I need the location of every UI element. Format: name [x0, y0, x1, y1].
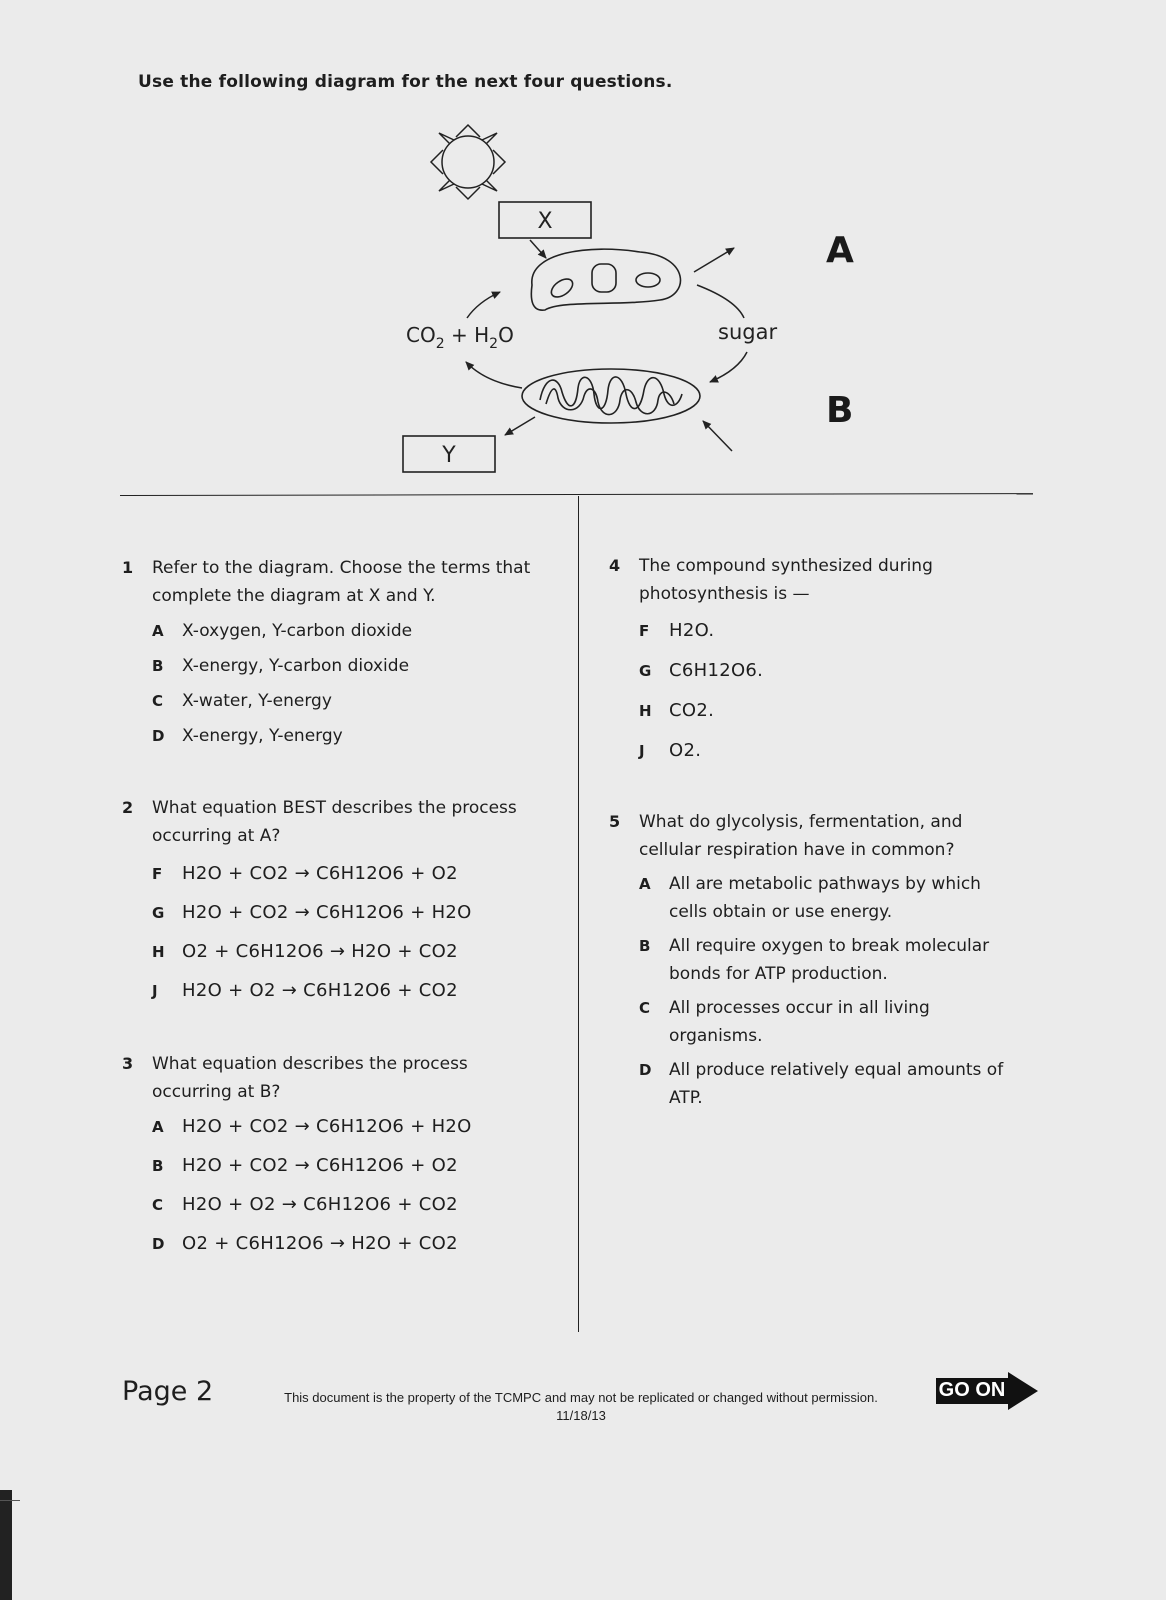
- question-number: 2: [122, 798, 134, 817]
- photosynthesis-respiration-diagram: [0, 0, 1166, 500]
- question-text: The compound synthesized during photosynthesis is —: [639, 556, 933, 604]
- scan-edge-mark: [0, 1490, 12, 1600]
- co2-h2o-label: $CO_2 + H_2O$: [406, 323, 514, 352]
- sun-icon: [431, 125, 505, 199]
- answer-option[interactable]: [152, 1152, 552, 1180]
- box-y-label: Y: [442, 443, 456, 468]
- option-text: H2O + CO2 → C6H12O6 + O2: [182, 1155, 458, 1176]
- question-text: What equation BEST describes the process occurring at A?: [152, 798, 517, 846]
- option-text: H2O + CO2 → C6H12O6 + H2O: [182, 902, 472, 923]
- answer-option[interactable]: [152, 977, 552, 1005]
- answer-option[interactable]: [152, 860, 552, 888]
- answer-option[interactable]: [639, 1056, 1009, 1112]
- box-x-label: X: [537, 209, 553, 234]
- question-number: 1: [122, 558, 134, 577]
- sugar-label: sugar: [718, 320, 778, 344]
- option-text: O2 + C6H12O6 → H2O + CO2: [182, 941, 458, 962]
- question-5: [609, 808, 1009, 1112]
- process-b-label: B: [826, 390, 854, 431]
- option-letter: D: [152, 727, 165, 745]
- option-text: All produce relatively equal amounts of ATP.: [669, 1060, 1004, 1108]
- option-letter: H: [639, 702, 652, 720]
- answer-option[interactable]: [152, 687, 552, 715]
- answer-option[interactable]: [639, 617, 969, 645]
- page-number: Page 2: [122, 1376, 214, 1407]
- option-text: H2O + CO2 → C6H12O6 + O2: [182, 863, 458, 884]
- question-2: [122, 794, 552, 1005]
- question-3: [122, 1050, 552, 1258]
- answer-option[interactable]: [152, 1230, 552, 1258]
- option-text: C6H12O6.: [669, 660, 764, 681]
- option-letter: A: [639, 875, 651, 893]
- process-a-label: A: [826, 230, 854, 271]
- question-number: 4: [609, 556, 621, 575]
- question-text: What do glycolysis, fermentation, and cellular respiration have in common?: [639, 812, 963, 860]
- diagram-instructions: Use the following diagram for the next four questions.: [138, 72, 673, 92]
- question-text: What equation describes the process occurring at B?: [152, 1054, 468, 1102]
- answer-option[interactable]: [152, 617, 552, 645]
- question-1: [122, 554, 552, 750]
- option-text: O2.: [669, 740, 702, 761]
- copyright-notice: [246, 1389, 916, 1425]
- option-text: All are metabolic pathways by which cells obtain or use energy.: [669, 874, 981, 922]
- option-letter: F: [152, 865, 163, 883]
- option-letter: D: [639, 1061, 652, 1079]
- answer-option[interactable]: [639, 697, 969, 725]
- option-letter: G: [639, 662, 652, 680]
- answer-option[interactable]: [639, 657, 969, 685]
- option-text: O2 + C6H12O6 → H2O + CO2: [182, 1233, 458, 1254]
- option-text: H2O.: [669, 620, 715, 641]
- option-text: X-energy, Y-energy: [182, 726, 343, 746]
- notice-text: This document is the property of the TCMPC and may not be replicated or changed without permission.: [284, 1390, 878, 1405]
- option-letter: B: [152, 1157, 164, 1175]
- answer-option[interactable]: [639, 870, 1009, 926]
- document-date: 11/18/13: [556, 1408, 606, 1423]
- mitochondrion-icon: [522, 369, 700, 423]
- answer-option[interactable]: [152, 938, 552, 966]
- option-letter: A: [152, 1118, 164, 1136]
- option-letter: H: [152, 943, 165, 961]
- option-letter: J: [152, 982, 158, 1000]
- answer-option[interactable]: [639, 932, 1009, 988]
- option-letter: C: [639, 999, 651, 1017]
- option-letter: F: [639, 622, 650, 640]
- option-letter: D: [152, 1235, 165, 1253]
- option-text: X-energy, Y-carbon dioxide: [182, 656, 410, 676]
- answer-option[interactable]: [152, 1113, 552, 1141]
- answer-option[interactable]: [152, 1191, 552, 1219]
- option-text: CO2.: [669, 700, 715, 721]
- option-letter: J: [639, 742, 645, 760]
- option-letter: C: [152, 1196, 164, 1214]
- scan-edge-line: [0, 1500, 20, 1501]
- option-letter: A: [152, 622, 164, 640]
- question-number: 3: [122, 1054, 134, 1073]
- question-number: 5: [609, 812, 621, 831]
- answer-option[interactable]: [152, 652, 552, 680]
- option-letter: C: [152, 692, 164, 710]
- option-text: All processes occur in all living organisms.: [669, 998, 930, 1046]
- option-letter: B: [639, 937, 651, 955]
- option-letter: B: [152, 657, 164, 675]
- option-letter: G: [152, 904, 165, 922]
- question-text: Refer to the diagram. Choose the terms that complete the diagram at X and Y.: [152, 558, 531, 606]
- answer-option[interactable]: [152, 722, 552, 750]
- go-on-label: GO ON: [936, 1378, 1008, 1403]
- question-4: [609, 552, 969, 765]
- answer-option[interactable]: [639, 737, 969, 765]
- column-divider: [578, 496, 579, 1332]
- option-text: H2O + O2 → C6H12O6 + CO2: [182, 980, 458, 1001]
- option-text: H2O + O2 → C6H12O6 + CO2: [182, 1194, 458, 1215]
- chloroplast-icon: [531, 249, 680, 310]
- option-text: X-oxygen, Y-carbon dioxide: [182, 621, 413, 641]
- option-text: H2O + CO2 → C6H12O6 + H2O: [182, 1116, 472, 1137]
- answer-option[interactable]: [639, 994, 1009, 1050]
- option-text: X-water, Y-energy: [182, 691, 332, 711]
- answer-option[interactable]: [152, 899, 552, 927]
- option-text: All require oxygen to break molecular bonds for ATP production.: [669, 936, 990, 984]
